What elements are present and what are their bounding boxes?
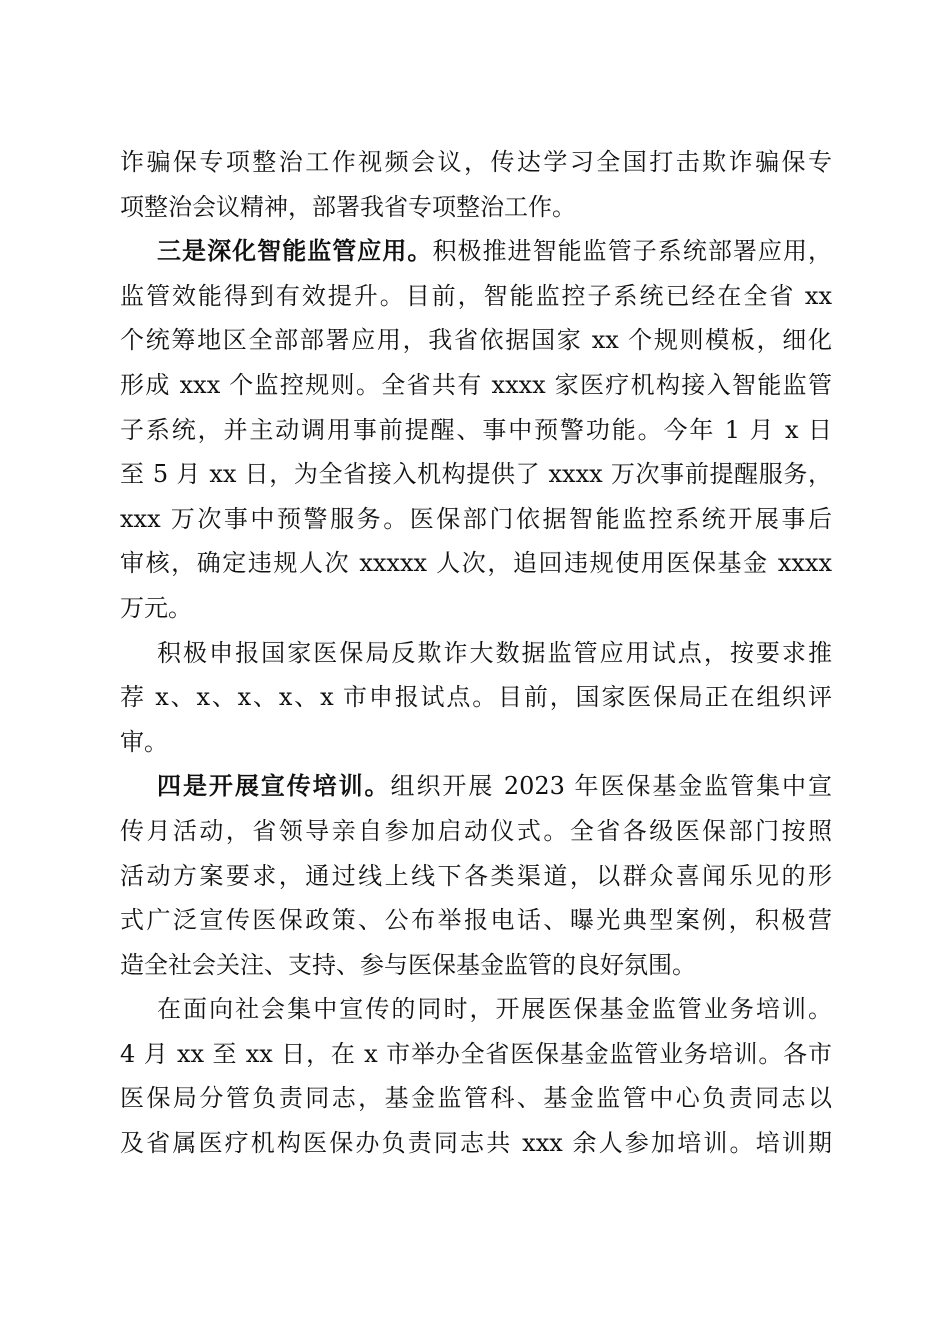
line-text: 积极申报国家医保局反欺诈大数据监管应用试点，按要求推 bbox=[157, 638, 832, 667]
line-text: 万元。 bbox=[120, 593, 192, 622]
line-text: 式广泛宣传医保政策、公布举报电话、曝光典型案例，积极营 bbox=[120, 906, 832, 935]
text-line bbox=[120, 764, 832, 809]
text-line bbox=[120, 898, 832, 943]
document-page bbox=[120, 140, 832, 1166]
line-text: 4 月 xx 至 xx 日，在 x 市举办全省医保基金监管业务培训。各市 bbox=[120, 1039, 832, 1068]
text-line bbox=[120, 318, 832, 363]
paragraph bbox=[120, 764, 832, 987]
text-line bbox=[120, 274, 832, 319]
line-text: xxx 万次事中预警服务。医保部门依据智能监控系统开展事后 bbox=[120, 504, 832, 533]
text-line bbox=[120, 943, 832, 988]
text-line bbox=[120, 854, 832, 899]
line-text: 诈骗保专项整治工作视频会议，传达学习全国打击欺诈骗保专 bbox=[120, 148, 832, 176]
paragraph bbox=[120, 987, 832, 1165]
line-text: 及省属医疗机构医保办负责同志共 xxx 余人参加培训。培训期 bbox=[120, 1129, 832, 1158]
line-text: 监管效能得到有效提升。目前，智能监控子系统已经在全省 xx bbox=[120, 281, 832, 310]
text-line bbox=[120, 1032, 832, 1077]
paragraph-lead: 四是开展宣传培训。 bbox=[157, 771, 391, 801]
text-line bbox=[120, 363, 832, 408]
text-line bbox=[120, 720, 832, 765]
line-text: 审。 bbox=[120, 727, 168, 756]
paragraph bbox=[120, 229, 832, 630]
text-line bbox=[120, 185, 832, 230]
line-text: 子系统，并主动调用事前提醒、事中预警功能。今年 1 月 x 日 bbox=[120, 415, 832, 444]
paragraph bbox=[120, 631, 832, 765]
text-line bbox=[120, 586, 832, 631]
line-text: 传月活动，省领导亲自参加启动仪式。全省各级医保部门按照 bbox=[120, 816, 832, 845]
paragraph-lead: 三是深化智能监管应用。 bbox=[157, 236, 433, 266]
line-text: 个统筹地区全部部署应用，我省依据国家 xx 个规则模板，细化 bbox=[120, 326, 832, 355]
text-line bbox=[120, 631, 832, 676]
line-text: 在面向社会集中宣传的同时，开展医保基金监管业务培训。 bbox=[157, 995, 832, 1024]
text-line bbox=[120, 140, 832, 185]
text-line bbox=[120, 675, 832, 720]
text-line bbox=[120, 229, 832, 274]
text-line bbox=[120, 408, 832, 453]
text-line bbox=[120, 497, 832, 542]
text-line bbox=[120, 1076, 832, 1121]
line-text: 审核，确定违规人次 xxxxx 人次，追回违规使用医保基金 xxxx bbox=[120, 549, 832, 578]
line-text: 至 5 月 xx 日，为全省接入机构提供了 xxxx 万次事前提醒服务， bbox=[120, 460, 832, 489]
text-line bbox=[120, 541, 832, 586]
line-text: 荐 x、x、x、x、x 市申报试点。目前，国家医保局正在组织评 bbox=[120, 683, 832, 712]
line-text: 造全社会关注、支持、参与医保基金监管的良好氛围。 bbox=[120, 950, 696, 979]
line-text: 医保局分管负责同志，基金监管科、基金监管中心负责同志以 bbox=[120, 1084, 832, 1113]
line-text: 组织开展 2023 年医保基金监管集中宣 bbox=[390, 772, 832, 801]
line-text: 活动方案要求，通过线上线下各类渠道，以群众喜闻乐见的形 bbox=[120, 861, 832, 890]
text-line bbox=[120, 987, 832, 1032]
line-text: 项整治会议精神，部署我省专项整治工作。 bbox=[120, 192, 576, 221]
paragraph bbox=[120, 140, 832, 229]
text-line bbox=[120, 809, 832, 854]
text-line bbox=[120, 1121, 832, 1166]
line-text: 形成 xxx 个监控规则。全省共有 xxxx 家医疗机构接入智能监管 bbox=[120, 370, 832, 399]
text-line bbox=[120, 452, 832, 497]
line-text: 积极推进智能监管子系统部署应用， bbox=[432, 237, 833, 266]
